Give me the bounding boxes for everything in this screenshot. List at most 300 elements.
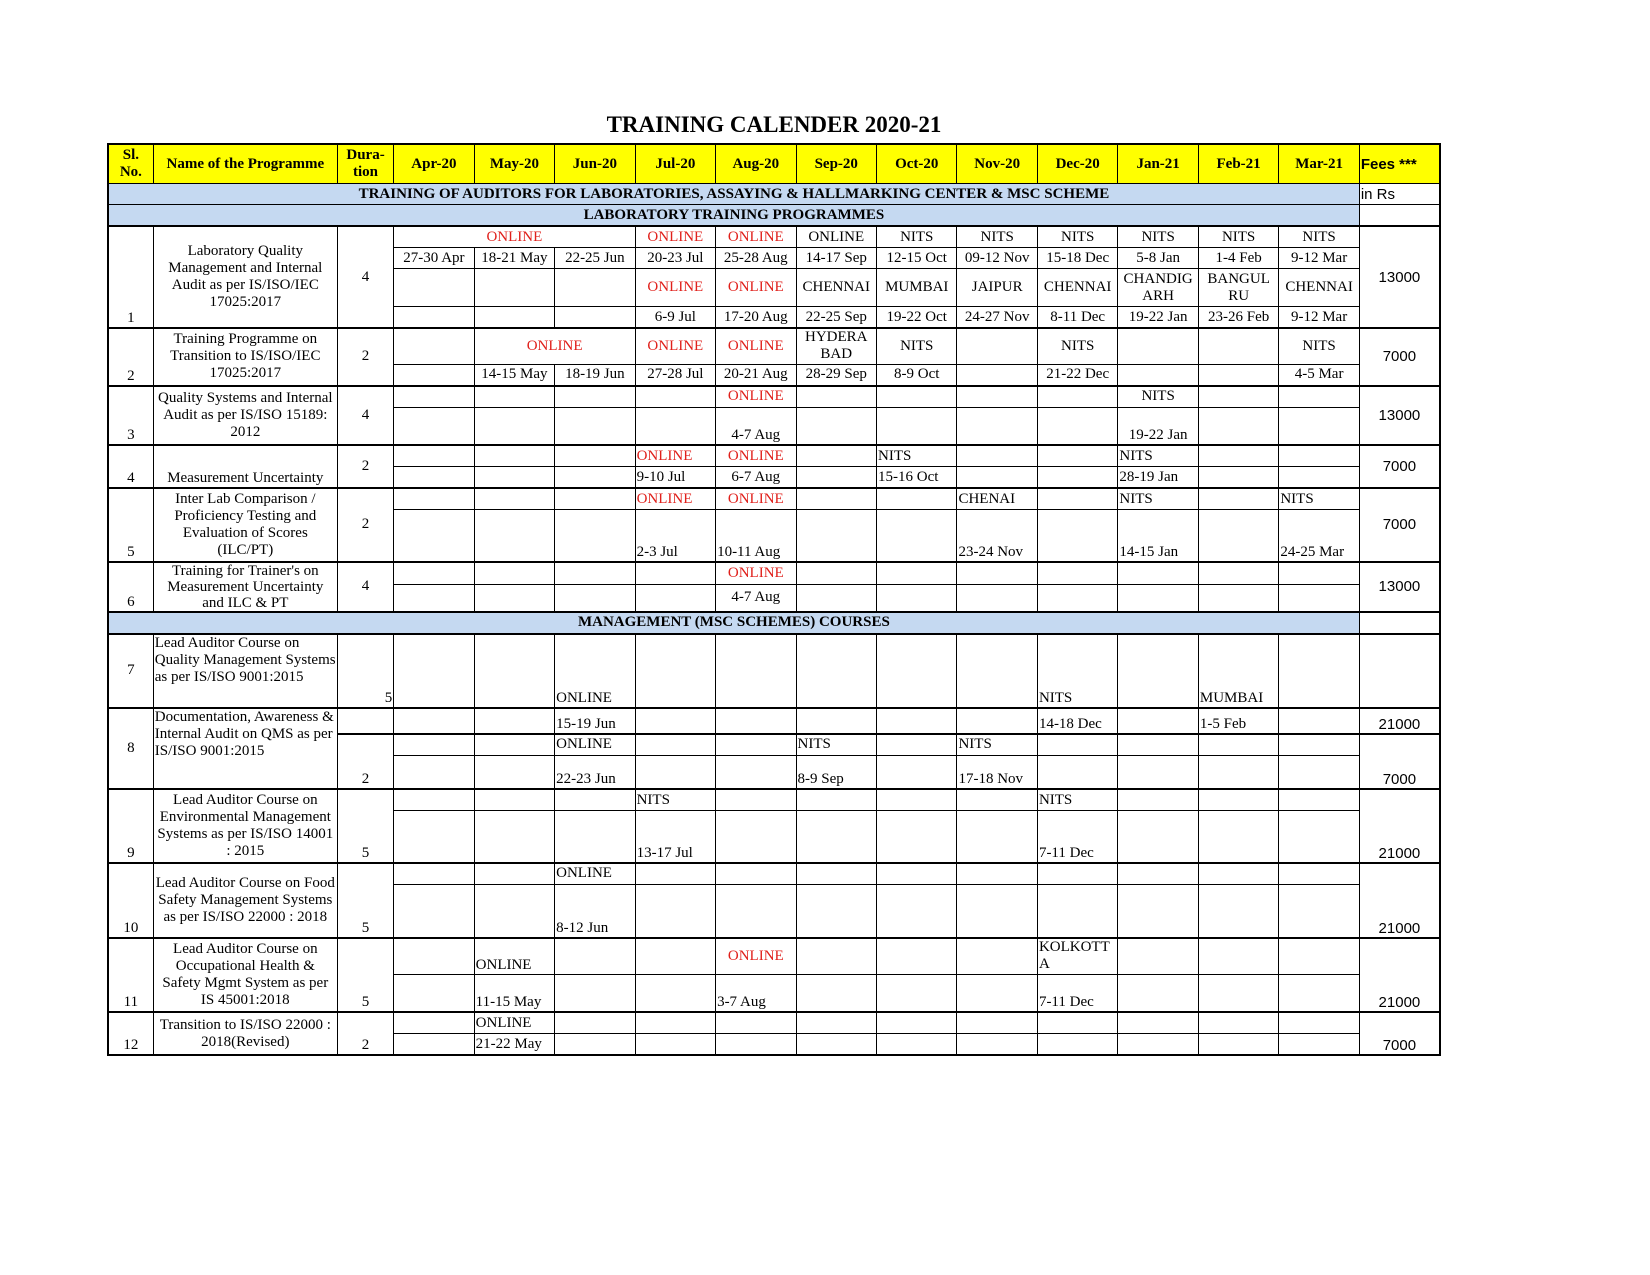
schedule-date: 14-15 Jan: [1118, 510, 1198, 562]
schedule-date: 15-16 Oct: [877, 467, 957, 489]
empty-cell: [635, 407, 715, 445]
empty-cell: [796, 562, 876, 585]
empty-cell: [957, 386, 1037, 408]
schedule-mode: ONLINE: [716, 488, 796, 510]
empty-cell: [555, 1034, 635, 1056]
empty-cell: [877, 708, 957, 734]
programme-fee: 21000: [1359, 863, 1440, 939]
sl-number: 5: [108, 488, 153, 562]
empty-cell: [474, 811, 554, 863]
empty-cell: [957, 863, 1037, 885]
section-row: [108, 205, 1440, 227]
header-sl: Sl. No.: [108, 144, 153, 184]
schedule-date: 9-10 Jul: [635, 467, 715, 489]
schedule-venue: JAIPUR: [957, 269, 1037, 307]
empty-cell: [1198, 734, 1278, 756]
empty-cell: [1279, 734, 1359, 756]
empty-cell: [1198, 789, 1278, 811]
schedule-date: 20-23 Jul: [635, 248, 715, 269]
empty-cell: [635, 708, 715, 734]
empty-cell: [1279, 938, 1359, 974]
empty-cell: [716, 708, 796, 734]
empty-cell: [1118, 863, 1198, 885]
sl-number: 2: [108, 328, 153, 386]
empty-cell: [796, 974, 876, 1012]
empty-cell: [1198, 1012, 1278, 1034]
empty-cell: [474, 562, 554, 585]
empty-cell: [957, 562, 1037, 585]
empty-cell: [877, 884, 957, 938]
schedule-date: 23-24 Nov: [957, 510, 1037, 562]
schedule-venue: NITS: [796, 734, 876, 756]
programme-duration: 2: [337, 445, 393, 488]
header-month: Sep-20: [796, 144, 876, 184]
empty-cell: [957, 584, 1037, 611]
section-mgmt-title: MANAGEMENT (MSC SCHEMES) COURSES: [108, 612, 1359, 634]
programme-duration: 4: [337, 386, 393, 446]
schedule-date: 1-5 Feb: [1198, 708, 1278, 734]
empty-cell: [474, 863, 554, 885]
empty-cell: [1037, 407, 1117, 445]
empty-cell: [1279, 789, 1359, 811]
empty-cell: [394, 467, 474, 489]
empty-cell: [1037, 884, 1117, 938]
schedule-date: 28-19 Jan: [1118, 467, 1198, 489]
schedule-mode: ONLINE: [474, 1012, 554, 1034]
programme-fee: 13000: [1359, 226, 1440, 328]
schedule-date: 8-12 Jun: [555, 884, 635, 938]
table-row: [108, 386, 1440, 408]
programme-name: Measurement Uncertainty: [153, 445, 337, 488]
empty-cell: [1279, 755, 1359, 789]
empty-cell: [957, 364, 1037, 386]
empty-cell: [555, 445, 635, 467]
schedule-date: 27-28 Jul: [635, 364, 715, 386]
empty-cell: [474, 755, 554, 789]
empty-cell: [716, 755, 796, 789]
sl-number: 6: [108, 562, 153, 612]
schedule-date: 17-18 Nov: [957, 755, 1037, 789]
empty-cell: [716, 734, 796, 756]
programme-duration: 4: [337, 562, 393, 612]
schedule-date: 24-27 Nov: [957, 307, 1037, 329]
empty-cell: [1279, 562, 1359, 585]
schedule-mode: ONLINE: [796, 226, 876, 248]
schedule-date: 25-28 Aug: [716, 248, 796, 269]
schedule-date: 4-7 Aug: [716, 584, 796, 611]
schedule-mode: ONLINE: [716, 938, 796, 974]
header-month: Dec-20: [1037, 144, 1117, 184]
empty-cell: [1118, 811, 1198, 863]
empty-cell: [957, 1034, 1037, 1056]
empty-cell: [1198, 1034, 1278, 1056]
empty-cell: [1198, 488, 1278, 510]
empty-cell: [877, 811, 957, 863]
schedule-venue: BANGUL RU: [1198, 269, 1278, 307]
header-month: Mar-21: [1279, 144, 1359, 184]
calendar-table: [107, 143, 1441, 1056]
empty-cell: [877, 562, 957, 585]
programme-fee: 13000: [1359, 386, 1440, 446]
programme-name: Lead Auditor Course on Environmental Management Systems as per IS/ISO 14001 : 2015: [153, 789, 337, 863]
empty-cell: [796, 488, 876, 510]
header-fees: Fees ***: [1359, 144, 1440, 184]
empty-cell: [796, 510, 876, 562]
empty-cell: [877, 584, 957, 611]
empty-cell: [796, 386, 876, 408]
programme-duration: 4: [337, 226, 393, 328]
empty-cell: [877, 734, 957, 756]
sl-number: 7: [108, 634, 153, 708]
empty-cell: [1037, 467, 1117, 489]
empty-cell: [1037, 1012, 1117, 1034]
schedule-venue: MUMBAI: [877, 269, 957, 307]
schedule-mode: ONLINE: [716, 445, 796, 467]
empty-cell: [1198, 328, 1278, 364]
empty-cell: [555, 811, 635, 863]
empty-cell: [796, 584, 876, 611]
schedule-mode: ONLINE: [635, 226, 715, 248]
schedule-venue: NITS: [1037, 789, 1117, 811]
empty-cell: [796, 445, 876, 467]
empty-cell: [635, 584, 715, 611]
schedule-date: 23-26 Feb: [1198, 307, 1278, 329]
empty-cell: [474, 386, 554, 408]
schedule-venue: NITS: [957, 226, 1037, 248]
empty-cell: [394, 407, 474, 445]
schedule-venue: NITS: [1037, 634, 1117, 708]
empty-cell: [474, 445, 554, 467]
schedule-venue: MUMBAI: [1198, 634, 1278, 708]
schedule-mode: ONLINE: [716, 269, 796, 307]
schedule-mode: ONLINE: [555, 634, 635, 708]
programme-name: Laboratory Quality Management and Internal Audit as per IS/ISO/IEC 17025:2017: [153, 226, 337, 328]
sl-number: 12: [108, 1012, 153, 1055]
empty-cell: [1037, 562, 1117, 585]
schedule-date: 14-15 May: [474, 364, 554, 386]
programme-name: Inter Lab Comparison / Proficiency Testing and Evaluation of Scores (ILC/PT): [153, 488, 337, 562]
empty-cell: [796, 467, 876, 489]
empty-cell: [1279, 811, 1359, 863]
empty-cell: [877, 386, 957, 408]
programme-name: Training for Trainer's on Measurement Uncertainty and ILC & PT: [153, 562, 337, 612]
programme-name: Training Programme on Transition to IS/ISO/IEC 17025:2017: [153, 328, 337, 386]
empty-cell: [1198, 974, 1278, 1012]
table-row: [108, 445, 1440, 467]
empty-cell: [1359, 634, 1440, 708]
schedule-date: 20-21 Aug: [716, 364, 796, 386]
empty-cell: [877, 1034, 957, 1056]
programme-duration: 5: [337, 938, 393, 1012]
schedule-date: 12-15 Oct: [877, 248, 957, 269]
programme-fee: 7000: [1359, 734, 1440, 790]
empty-cell: [1198, 510, 1278, 562]
schedule-mode: ONLINE: [716, 226, 796, 248]
empty-cell: [1279, 974, 1359, 1012]
empty-cell: [555, 467, 635, 489]
header-duration: Dura-tion: [337, 144, 393, 184]
schedule-date: 24-25 Mar: [1279, 510, 1359, 562]
schedule-mode: ONLINE: [716, 386, 796, 408]
empty-cell: [1118, 708, 1198, 734]
empty-cell: [957, 467, 1037, 489]
empty-cell: [1118, 328, 1198, 364]
empty-cell: [1118, 755, 1198, 789]
programme-fee: 7000: [1359, 488, 1440, 562]
schedule-venue: NITS: [1279, 226, 1359, 248]
sl-number: 11: [108, 938, 153, 1012]
schedule-venue: NITS: [1037, 226, 1117, 248]
empty-cell: [877, 510, 957, 562]
programme-duration: 5: [337, 789, 393, 863]
empty-cell: [394, 584, 474, 611]
programme-fee: 13000: [1359, 562, 1440, 612]
programme-name: Documentation, Awareness & Internal Audit on QMS as per IS/ISO 9001:2015: [153, 708, 337, 790]
empty-cell: [957, 708, 1037, 734]
schedule-mode: ONLINE: [394, 226, 635, 248]
empty-cell: [635, 634, 715, 708]
empty-cell: [555, 386, 635, 408]
schedule-venue: NITS: [635, 789, 715, 811]
empty-cell: [555, 562, 635, 585]
schedule-venue: NITS: [877, 328, 957, 364]
header-month: Jan-21: [1118, 144, 1198, 184]
empty-cell: [635, 938, 715, 974]
sl-number: 3: [108, 386, 153, 446]
programme-name: Quality Systems and Internal Audit as per IS/ISO 15189: 2012: [153, 386, 337, 446]
schedule-date: 7-11 Dec: [1037, 974, 1117, 1012]
schedule-venue: NITS: [1118, 226, 1198, 248]
empty-cell: [877, 407, 957, 445]
schedule-date: 9-12 Mar: [1279, 307, 1359, 329]
empty-cell: [394, 708, 474, 734]
header-month: Nov-20: [957, 144, 1037, 184]
schedule-date: 22-25 Jun: [555, 248, 635, 269]
programme-fee: 21000: [1359, 938, 1440, 1012]
empty-cell: [957, 1012, 1037, 1034]
schedule-mode: ONLINE: [635, 328, 715, 364]
empty-cell: [394, 386, 474, 408]
empty-cell: [877, 938, 957, 974]
empty-cell: [394, 734, 474, 756]
schedule-date: 4-7 Aug: [716, 407, 796, 445]
schedule-date: 27-30 Apr: [394, 248, 474, 269]
sl-number: 9: [108, 789, 153, 863]
empty-cell: [957, 938, 1037, 974]
programme-fee: 21000: [1359, 789, 1440, 863]
empty-cell: [474, 467, 554, 489]
schedule-mode: ONLINE: [474, 938, 554, 974]
empty-cell: [877, 634, 957, 708]
schedule-mode: ONLINE: [474, 328, 635, 364]
empty-cell: [635, 1034, 715, 1056]
schedule-date: 21-22 May: [474, 1034, 554, 1056]
empty-cell: [555, 974, 635, 1012]
header-month: Oct-20: [877, 144, 957, 184]
empty-cell: [474, 734, 554, 756]
empty-cell: [394, 938, 474, 974]
empty-cell: [394, 364, 474, 386]
schedule-venue: CHANDIG ARH: [1118, 269, 1198, 307]
empty-cell: [1037, 386, 1117, 408]
programme-duration: 5: [337, 634, 393, 708]
programme-duration: 2: [337, 488, 393, 562]
empty-cell: [394, 789, 474, 811]
empty-cell: [716, 1034, 796, 1056]
empty-cell: [394, 1012, 474, 1034]
sl-number: 1: [108, 226, 153, 328]
empty-cell: [957, 974, 1037, 1012]
schedule-mode: ONLINE: [635, 488, 715, 510]
empty-cell: [877, 863, 957, 885]
schedule-date: 9-12 Mar: [1279, 248, 1359, 269]
empty-cell: [394, 974, 474, 1012]
schedule-venue: NITS: [1279, 328, 1359, 364]
empty-cell: [1118, 789, 1198, 811]
section-row: [108, 612, 1440, 634]
empty-cell: [635, 562, 715, 585]
empty-cell: [1037, 734, 1117, 756]
empty-cell: [1279, 1012, 1359, 1034]
empty-cell: [555, 1012, 635, 1034]
empty-cell: [337, 708, 393, 734]
fees-unit-note: in Rs: [1359, 184, 1440, 205]
empty-cell: [1037, 584, 1117, 611]
header-month: Aug-20: [716, 144, 796, 184]
sl-number: 8: [108, 708, 153, 790]
programme-name: Lead Auditor Course on Quality Management Systems as per IS/ISO 9001:2015: [153, 634, 337, 708]
schedule-mode: ONLINE: [716, 562, 796, 585]
empty-cell: [394, 562, 474, 585]
table-row: [108, 226, 1440, 248]
empty-cell: [1037, 510, 1117, 562]
empty-cell: [1118, 1012, 1198, 1034]
schedule-date: 13-17 Jul: [635, 811, 715, 863]
empty-cell: [635, 755, 715, 789]
empty-cell: [555, 510, 635, 562]
empty-cell: [1118, 1034, 1198, 1056]
empty-cell: [1037, 445, 1117, 467]
empty-cell: [555, 269, 635, 307]
empty-cell: [1279, 584, 1359, 611]
header-name: Name of the Programme: [153, 144, 337, 184]
schedule-venue: KOLKOTT A: [1037, 938, 1117, 974]
empty-cell: [555, 307, 635, 329]
schedule-date: 5-8 Jan: [1118, 248, 1198, 269]
empty-cell: [877, 789, 957, 811]
schedule-date: 22-25 Sep: [796, 307, 876, 329]
schedule-date: 18-21 May: [474, 248, 554, 269]
empty-cell: [1359, 612, 1440, 634]
empty-cell: [474, 488, 554, 510]
empty-cell: [716, 811, 796, 863]
empty-cell: [796, 1034, 876, 1056]
empty-cell: [1198, 467, 1278, 489]
empty-cell: [796, 789, 876, 811]
programme-name: Transition to IS/ISO 22000 : 2018(Revised): [153, 1012, 337, 1055]
schedule-mode: ONLINE: [555, 863, 635, 885]
empty-cell: [957, 407, 1037, 445]
table-row: [108, 634, 1440, 708]
empty-cell: [1279, 863, 1359, 885]
table-row: [108, 328, 1440, 364]
empty-cell: [1198, 938, 1278, 974]
empty-cell: [1198, 562, 1278, 585]
empty-cell: [1198, 584, 1278, 611]
empty-cell: [957, 328, 1037, 364]
schedule-venue: CHENNAI: [796, 269, 876, 307]
header-month: Jun-20: [555, 144, 635, 184]
document-title: TRAINING CALENDER 2020-21: [606, 112, 942, 137]
programme-duration: 2: [337, 328, 393, 386]
empty-cell: [1279, 445, 1359, 467]
schedule-date: 3-7 Aug: [716, 974, 796, 1012]
table-row: [108, 863, 1440, 885]
table-row: [108, 789, 1440, 811]
empty-cell: [1198, 755, 1278, 789]
empty-cell: [474, 884, 554, 938]
empty-cell: [474, 269, 554, 307]
empty-cell: [394, 634, 474, 708]
schedule-date: 11-15 May: [474, 974, 554, 1012]
schedule-date: 19-22 Oct: [877, 307, 957, 329]
empty-cell: [474, 584, 554, 611]
empty-cell: [1279, 386, 1359, 408]
sl-number: 4: [108, 445, 153, 488]
empty-cell: [1037, 488, 1117, 510]
empty-cell: [394, 1034, 474, 1056]
empty-cell: [1118, 634, 1198, 708]
schedule-date: 1-4 Feb: [1198, 248, 1278, 269]
empty-cell: [1037, 863, 1117, 885]
schedule-venue: NITS: [877, 226, 957, 248]
empty-cell: [716, 789, 796, 811]
section-lab-title: LABORATORY TRAINING PROGRAMMES: [108, 205, 1359, 227]
schedule-mode: ONLINE: [555, 734, 635, 756]
programme-fee: 7000: [1359, 1012, 1440, 1055]
empty-cell: [474, 510, 554, 562]
empty-cell: [957, 811, 1037, 863]
empty-cell: [635, 734, 715, 756]
schedule-date: 17-20 Aug: [716, 307, 796, 329]
programme-name: Lead Auditor Course on Food Safety Management Systems as per IS/ISO 22000 : 2018: [153, 863, 337, 939]
schedule-date: 10-11 Aug: [716, 510, 796, 562]
empty-cell: [1118, 734, 1198, 756]
empty-cell: [555, 584, 635, 611]
empty-cell: [1279, 1034, 1359, 1056]
schedule-date: 28-29 Sep: [796, 364, 876, 386]
schedule-date: 8-9 Sep: [796, 755, 876, 789]
empty-cell: [796, 863, 876, 885]
programme-duration: 2: [337, 734, 393, 790]
sl-number: 10: [108, 863, 153, 939]
empty-cell: [394, 488, 474, 510]
empty-cell: [635, 884, 715, 938]
empty-cell: [474, 634, 554, 708]
section-main-title: TRAINING OF AUDITORS FOR LABORATORIES, ASSAYING & HALLMARKING CENTER & MSC SCHEME: [108, 184, 1359, 205]
empty-cell: [796, 407, 876, 445]
empty-cell: [1118, 584, 1198, 611]
empty-cell: [1118, 938, 1198, 974]
empty-cell: [1037, 1034, 1117, 1056]
schedule-date: 6-7 Aug: [716, 467, 796, 489]
table-row: [108, 1012, 1440, 1034]
table-row: [108, 488, 1440, 510]
empty-cell: [635, 974, 715, 1012]
schedule-date: 2-3 Jul: [635, 510, 715, 562]
empty-cell: [796, 1012, 876, 1034]
schedule-venue: NITS: [1198, 226, 1278, 248]
